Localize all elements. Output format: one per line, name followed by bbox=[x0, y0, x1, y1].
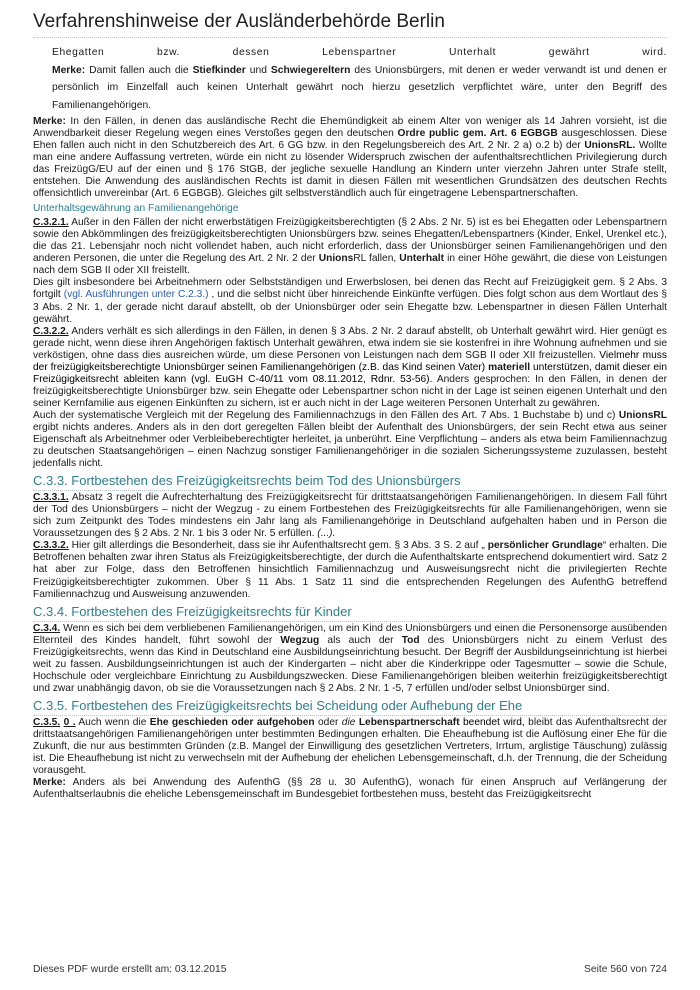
paragraph-c331: C.3.3.1. Absatz 3 regelt die Aufrechterhaltung des Freizügigkeitsrecht für drittstaatsangehörigen Familienangehörigen. In diesem Fall führt der Tod des Unionsbürgers – nicht der Wegzug - zu einem Fortbestehen des Freizügigkeitsrechts für alle Familienangehörigen, wenn sie sich zum Zeitpunkt des Todes mindestens ein Jahr lang als Familienangehörige in Deutschland aufgehalten haben und in Person die Voraussetzungen des § 2 Abs. 2 Nr. 1 bis 3 oder Nr. 5 erfüllen. (...). bbox=[33, 492, 667, 540]
page-title: Verfahrenshinweise der Ausländerbehörde Berlin bbox=[33, 11, 445, 32]
created-date: Dieses PDF wurde erstellt am: 03.12.2015 bbox=[33, 964, 227, 975]
paragraph-c322-cont: Auch der systematische Vergleich mit der Regelung des Familiennachzugs in den Fällen des Art. 7 Abs. 1 Buchstabe b) und c) UnionsRL ergibt nichts anderes. Anders als in den dort geregelten Fällen bleibt der Aufenthalt des Unionsbürgers, der sein Recht etwa aus seiner Eigenschaft als Arbeitnehmer oder Verbleibeberechtigter herleitet, ja unberührt. Eine Verpflichtung – anders als etwa beim Familiennachzug zu deutschen Staatsangehörigen – einen Nachzug sonstiger Familienangehöriger in die sozialen Sicherungssysteme zuzulassen, besteht jedenfalls nicht. bbox=[33, 409, 667, 470]
merke-paragraph-c35: Merke: Anders als bei Anwendung des AufenthG (§§ 28 u. 30 AufenthG), wonach für einen Anspruch auf Verlängerung der Aufenthaltserlaubnis die eheliche Lebensgemeinschaft im Bundesgebiet fortbestehen muss, besteht das Freizügigkeitsrecht bbox=[33, 777, 667, 801]
section-ref: C.3.3.2. bbox=[33, 540, 69, 552]
page-footer bbox=[33, 964, 667, 975]
paragraph-c321: C.3.2.1. Außer in den Fällen der nicht erwerbstätigen Freizügigkeitsberechtigten (§ 2 Abs. 2 Nr. 5) ist es bei Ehegatten oder Lebenspartnern sowie den Abkömmlingen des freizügigkeitsberechtigten Unionsbürgers bzw. seines Ehegatten/Lebenspartners (Kinder, Enkel, Urenkel etc.), die das 21. Lebensjahr noch nicht vollendet haben, auch nicht erforderlich, dass der Unionsbürger seinen Familienangehörigen und den anderen Personen, die unter die Regelung des Art. 2 Nr. 2 der UnionsRL fallen, Unterhalt in einer Höhe gewährt, die diese von Leistungen nach dem SGB II oder XII freistellt. bbox=[33, 217, 667, 277]
title-divider bbox=[33, 37, 667, 38]
page bbox=[33, 0, 667, 801]
text-line: Ehegatten bzw. dessen Lebenspartner Unterhalt gewährt wird. bbox=[52, 47, 667, 58]
section-ref: C.3.2.1. bbox=[33, 217, 69, 229]
paragraph-c35: C.3.5. 0 . Auch wenn die Ehe geschieden oder aufgehoben oder die Lebenspartnerschaft beendet wird, bleibt das Aufenthaltsrecht der drittstaatsangehörigen Familienangehörigen unter bestimmten Bedingungen erhalten. Die Eheaufhebung ist die Auflösung einer Ehe für die Zukunft, die nur aus bestimmten Gründen (z.B. Mangel der Einwilligung des gesetzlichen Vertreters, Irrtum, arglistige Täuschung) zulässig ist. Die Eheaufhebung ist nicht zu verwechseln mit der Aufhebung der ehelichen Lebensgemeinschaft, d.h. der Trennung, die der Scheidung vorausgeht. bbox=[33, 716, 667, 777]
page-number: Seite 560 von 724 bbox=[583, 964, 667, 975]
paragraph-c322: C.3.2.2. Anders verhält es sich allerdings in den Fällen, in denen § 3 Abs. 2 Nr. 2 darauf abstellt, ob Unterhalt gewährt wird. Hier genügt es gerade nicht, wenn diese ihren Angehörigen faktisch Unterhalt gewähren, etwa indem sie sie kostenfrei in ihre Wohnung aufnehmen und sie verköstigen, ohne dass dies ausreichen würde, um diese Personen von Leistungen nach dem SGB II oder XII freizustellen. Vielmehr muss der freizügigkeitsberechtigte Unionsbürger seinen Familienangehörigen (z.B. das Kind seinen Vater) materiell unterstützen, damit dieser ein Freizügigkeitsrecht ableiten kann (vgl. EuGH C-40/11 vom 08.11.2012, Rdnr. 53-56). Anders gesprochen: In den Fällen, in denen der freizügigkeitsberechtigte Unionsbürger bzw. sein Ehegatte oder Lebenspartner schon nicht in der Lage ist seinen eigenen Unterhalt und den seiner Kernfamilie aus eigenen Einkünften zu sichern, ist er auch nicht in der Lage weiteren Personen Unterhalt zu gewähren. bbox=[33, 325, 668, 409]
merke-box-familienangehoerige bbox=[52, 44, 667, 115]
section-ref: C.3.4. bbox=[33, 622, 61, 634]
subheading-unterhaltsgewaehrung: Unterhaltsgewährung an Familienangehörige bbox=[33, 203, 239, 215]
section-ref: C.3.2.2. bbox=[33, 325, 69, 337]
merke-paragraph: Merke: Damit fallen auch die Stiefkinder und Schwiegereltern des Unionsbürgers, mit denen er weder verwandt ist und denen er persönlich im Einzelfall auch keinen Unterhalt gewährt noch hierzu gesetzlich verpflichtet wäre, unter den Begriff des Familienangehörigen. bbox=[52, 64, 667, 112]
merke-label: Merke: bbox=[52, 64, 86, 76]
section-heading-c335: C.3.5. Fortbestehen des Freizügigkeitsrechts bei Scheidung oder Aufhebung der Ehe bbox=[33, 698, 667, 716]
paragraph-c321-cont: Dies gilt insbesondere bei Arbeitnehmern oder Selbstständigen und Erwerbslosen, bei denen das Recht auf Freizügigkeit gem. § 2 Abs. 3 fortgilt (vgl. Ausführungen unter C.2.3.) , und die selbst nicht über hinreichende Einkünfte verfügen. Dies folgt schon aus dem Wortlaut des § 3 Abs. 2 Nr. 1, der gerade nicht darauf abstellt, ob der Unionsbürger oder sein Ehegatte bzw. Lebenspartner in diesen Fällen Unterhalt gewährt. bbox=[33, 277, 668, 325]
section-ref: C.3.5. bbox=[33, 716, 61, 728]
section-ref: C.3.3.1. bbox=[33, 492, 69, 504]
section-heading-c334: C.3.4. Fortbestehen des Freizügigkeitsrechts für Kinder bbox=[33, 604, 667, 622]
document-body bbox=[33, 44, 667, 801]
section-heading-c333: C.3.3. Fortbestehen des Freizügigkeitsrechts beim Tod des Unionsbürgers bbox=[33, 473, 667, 491]
paragraph-c34: C.3.4. Wenn es sich bei dem verbliebenen Familienangehörigen, um ein Kind des Unionsbürgers und einen die Personensorge ausübenden Elternteil des Kindes handelt, führt sowohl der Wegzug als auch der Tod des Unionsbürgers nicht zu einem Verlust des Freizügigkeitsrechts, wenn das Kind in Deutschland eine Ausbildungseinrichtung besucht. Der Begriff der Ausbildungseinrichtung ist hierbei weit zu fassen. Ausbildungseinrichtungen ist auch der Kindergarten – nicht aber die Kinderkrippe oder Tagesmutter – sowie die Schule, Hochschule oder vergleichbare Einrichtung zu Ausbildungszwecken. Diese Familienangehörigen bleiben weiterhin freizügigkeitsberechtigt und zwar unabhängig davon, ob sie die Voraussetzungen nach § 2 Abs. 2 Nr. 1 -5, 7 erfüllen und/oder selbst Unionsbürger sind. bbox=[33, 622, 667, 694]
cross-reference-link[interactable]: (vgl. Ausführungen unter C.2.3.) bbox=[63, 289, 209, 301]
merke-label: Merke: bbox=[33, 777, 66, 789]
paragraph-c332: C.3.3.2. Hier gilt allerdings die Besonderheit, dass sie ihr Aufenthaltsrecht gem. § 3 Abs. 3 S. 2 auf „ persönlicher Grundlage“ erhalten. Die Betroffenen behalten zwar ihren Status als Freizügigkeitsberechtigte, der durch die Aufenthaltskarte entsprechend dokumentiert wird. Satz 2 hat aber zur Folge, dass den Betroffenen hinsichtlich Familiennachzug und Ausweisungsrecht nicht die privilegierten Rechte Freizügigkeitsberechtigter zukommen. Über § 11 Abs. 1 Satz 11 sind die entsprechenden Regelungen des AufenthG betreffend Familiennachzug und Ausweisung anzuwenden. bbox=[33, 540, 668, 600]
merke-paragraph-ordre-public: Merke: In den Fällen, in denen das ausländische Recht die Ehemündigkeit ab einem Alter von weniger als 14 Jahren vorsieht, ist die Anwendbarkeit dieser Regelung wegen eines Verstoßes gegen den deutschen Ordre public gem. Art. 6 EGBGB ausgeschlossen. Diese Ehen fallen auch nicht in den Schutzbereich des Art. 6 GG bzw. in den Regelungsbereich des Art. 2 Nr. 2 a) o.2 b) der UnionsRL. Wollte man eine andere Auffassung vertreten, würde ein nicht zu lösender Widerspruch zwischen der aufenthaltsrechtlichen Privilegierung durch das FreizügG/EU auf der einen und § 176 StGB, der jegliche sexuelle Handlung an Kindern unter vierzehn Jahren unter Strafe stellt, entstehen. Die Anwendung des ausländischen Rechts ist damit in diesen Fällen mit wesentlichen Grundsätzen des deutschen Rechts offensichtlich unvereinbar (Art. 6 EGBGB). Gleiches gilt selbstverständlich auch für eingetragene Lebenspartnerschaften. bbox=[33, 115, 667, 200]
merke-label: Merke: bbox=[33, 115, 66, 127]
